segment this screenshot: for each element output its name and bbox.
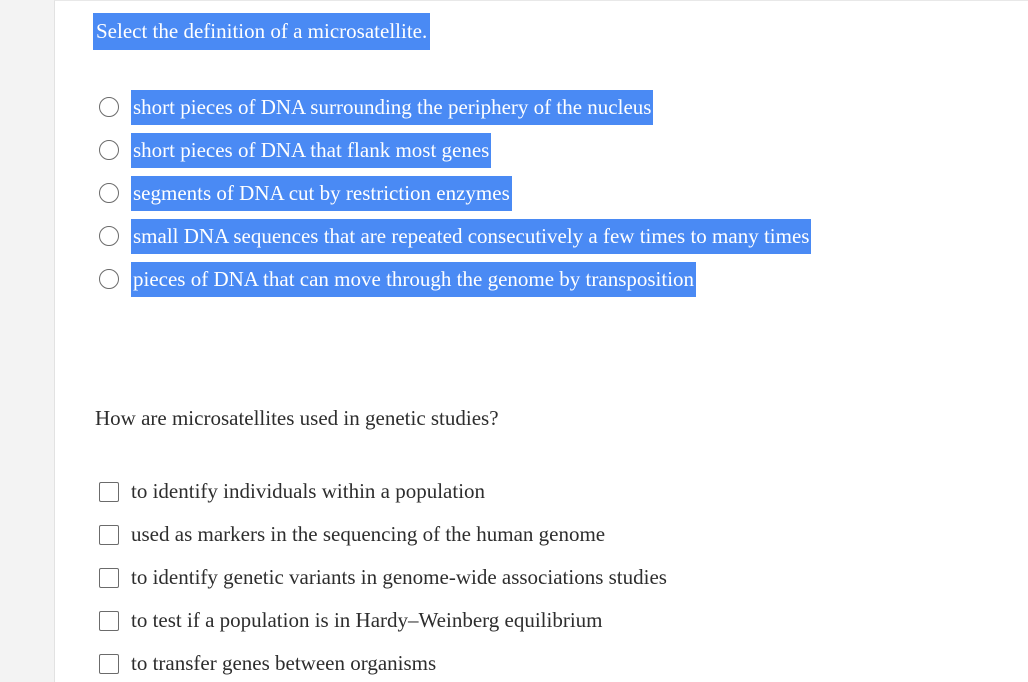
- q1-option-3-label: segments of DNA cut by restriction enzymes: [131, 176, 512, 211]
- question-2-prompt: How are microsatellites used in genetic studies?: [95, 406, 499, 430]
- q2-option-2-label: used as markers in the sequencing of the human genome: [131, 522, 606, 546]
- q2-option-3-label: to identify genetic variants in genome-wide associations studies: [131, 565, 667, 589]
- radio-button[interactable]: [99, 140, 119, 160]
- checkbox[interactable]: [99, 654, 119, 674]
- radio-button[interactable]: [99, 269, 119, 289]
- radio-button[interactable]: [99, 226, 119, 246]
- radio-button[interactable]: [99, 97, 119, 117]
- quiz-page: [54, 0, 1028, 682]
- q1-option-5-label: pieces of DNA that can move through the genome by transposition: [131, 262, 696, 297]
- checkbox[interactable]: [99, 525, 119, 545]
- question-1-prompt: [93, 13, 430, 50]
- q1-option-2-label: short pieces of DNA that flank most genes: [131, 133, 491, 168]
- checkbox[interactable]: [99, 611, 119, 631]
- q2-option-4-label: to test if a population is in Hardy–Weinberg equilibrium: [131, 608, 603, 632]
- q1-option-1-label: short pieces of DNA surrounding the periphery of the nucleus: [131, 90, 653, 125]
- q2-option-5-label: to transfer genes between organisms: [131, 651, 437, 675]
- checkbox[interactable]: [99, 568, 119, 588]
- q2-option-1-label: to identify individuals within a population: [131, 479, 486, 503]
- checkbox[interactable]: [99, 482, 119, 502]
- question-1-prompt-text: Select the definition of a microsatellite.: [93, 13, 430, 50]
- radio-button[interactable]: [99, 183, 119, 203]
- q1-option-4-label: small DNA sequences that are repeated consecutively a few times to many times: [131, 219, 811, 254]
